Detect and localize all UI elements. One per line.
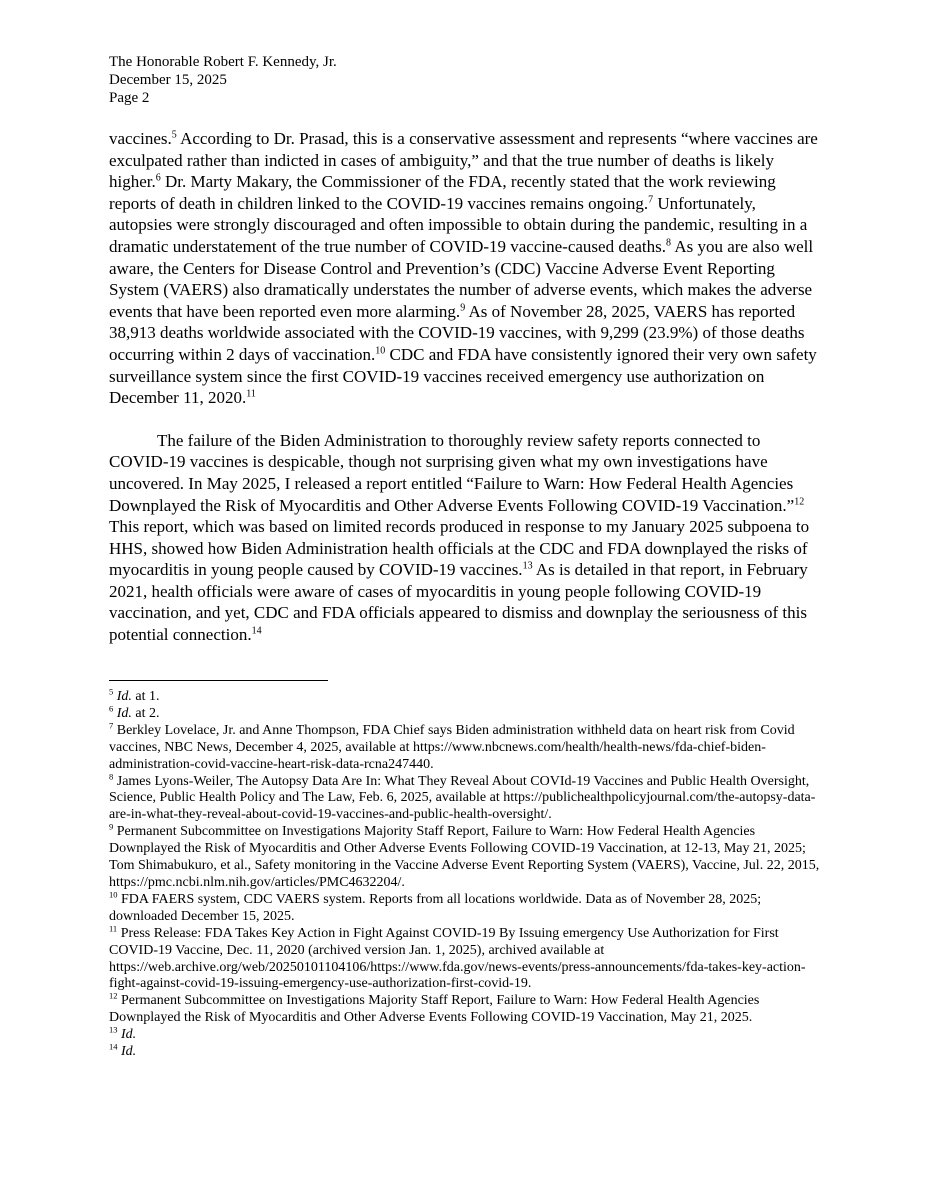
footnote-number: 8 <box>109 770 114 781</box>
text-run: at 2. <box>131 705 160 721</box>
text-run: As is detailed in that report, in February 2021, health officials were aware of cases of myocarditis in young people following COVID-19 vaccination, and yet, CDC and FDA officials appeared to dismiss and downplay the seriousness of this potential connection. <box>109 560 808 645</box>
text-run: James Lyons-Weiler, The Autopsy Data Are In: What They Reveal About COVId-19 Vaccines and Public Health Oversight, Science, Public Health Policy and The Law, Feb. 6, 2025, available at https://publichealthpolicyjournal.com/the-autopsy-data-are-in-what-they-reveal-about-covid-19-vaccines-and-public-health-oversight/. <box>109 773 816 823</box>
text-run: As you are also well aware, the Centers for Disease Control and Prevention’s (CDC) Vaccine Adverse Event Reporting System (VAERS) also dramatically understates the number of adverse events, which makes the adverse events that have been reported even more alarming. <box>109 236 814 321</box>
letter-header <box>109 53 337 107</box>
footnote-ref: 12 <box>794 495 805 507</box>
text-run: Dr. Marty Makary, the Commissioner of the FDA, recently stated that the work reviewing reports of death in children linked to the COVID-19 vaccines remains ongoing. <box>109 172 776 213</box>
footnote-number: 5 <box>109 686 114 697</box>
footnote <box>109 821 821 892</box>
citation-italic: Id. <box>121 1044 137 1060</box>
footnote-ref: 10 <box>375 345 386 357</box>
text-run: The failure of the Biden Administration to thoroughly review safety reports connected to COVID-19 vaccines is despicable, though not surprising given what my own investigations have uncovered. In May 2025, I released a report entitled “Failure to Warn: How Federal Health Agencies Downplayed the Risk of Myocarditis and Other Adverse Events Following COVID-19 Vaccination.” <box>109 430 795 515</box>
text-run: FDA FAERS system, CDC VAERS system. Reports from all locations worldwide. Data as of November 28, 2025; downloaded December 15, 2025. <box>109 891 762 924</box>
footnote-number: 13 <box>109 1024 118 1035</box>
footnote <box>109 1041 821 1061</box>
citation-italic: Id. <box>121 1027 137 1043</box>
footnote-ref: 7 <box>648 194 654 206</box>
footnote <box>109 923 821 994</box>
text-run: CDC and FDA have consistently ignored their very own safety surveillance system since the first COVID-19 vaccines received emergency use authorization on December 11, 2020. <box>109 344 817 408</box>
footnote <box>109 889 821 926</box>
page-number: Page 2 <box>109 90 150 106</box>
footnote-ref: 11 <box>246 388 256 400</box>
footnote-ref: 8 <box>666 237 672 249</box>
footnote-number: 12 <box>109 990 118 1001</box>
citation-italic: Id. <box>116 689 132 704</box>
body-paragraph <box>109 128 819 409</box>
footnote <box>109 703 821 723</box>
body-paragraph <box>109 430 819 646</box>
text-run: Berkley Lovelace, Jr. and Anne Thompson, FDA Chief says Biden administration withheld data on heart risk from Covid vaccines, NBC News, December 4, 2025, available at https://www.nbcnews.com/health/health-news/fda-chief-biden-administration-covid-vaccine-heart-risk-data-rcna247440. <box>109 722 795 772</box>
footnote-number: 9 <box>109 821 114 832</box>
footnote <box>109 770 821 825</box>
footnote-ref: 13 <box>522 560 533 572</box>
text-run: Press Release: FDA Takes Key Action in Fight Against COVID-19 By Issuing emergency Use Authorization for First COVID-19 Vaccine, Dec. 11, 2020 (archived version Jan. 1, 2025), archived available at https://web.archive.org/web/20250101104106/https://www.fda.gov/news-events/press-announcements/fda-takes-key-action-fight-against-covid-19-issuing-emergency-use-authorization-first-covid-19. <box>109 925 806 992</box>
footnote-number: 6 <box>109 703 114 714</box>
footnote <box>109 990 821 1027</box>
footnote-ref: 14 <box>251 625 262 637</box>
footnote-number: 7 <box>109 720 114 731</box>
footnote-ref: 9 <box>460 302 466 314</box>
footnote-separator <box>109 680 328 681</box>
letter-body <box>109 128 819 646</box>
text-run: Permanent Subcommittee on Investigations Majority Staff Report, Failure to Warn: How Federal Health Agencies Downplayed the Risk of Myocarditis and Other Adverse Events Following COVID-19 Vaccination, May 21, 2025. <box>109 993 760 1026</box>
text-run: This report, which was based on limited records produced in response to my January 2025 subpoena to HHS, showed how Biden Administration health officials at the CDC and FDA downplayed the risks of myocarditis in young people caused by COVID-19 vaccines. <box>109 517 810 580</box>
footnote-number: 11 <box>109 923 118 934</box>
text-run: Unfortunately, autopsies were strongly discouraged and often impossible to obtain during the pandemic, resulting in a dramatic understatement of the true number of COVID-19 vaccine-caused deaths. <box>109 193 808 256</box>
footnote-ref: 5 <box>171 129 177 141</box>
addressee: The Honorable Robert F. Kennedy, Jr. <box>109 54 337 70</box>
text-run: According to Dr. Prasad, this is a conservative assessment and represents “where vaccines are exculpated rather than indicted in cases of ambiguity,” and that the true number of deaths is likely higher. <box>109 129 818 192</box>
text-run: Permanent Subcommittee on Investigations Majority Staff Report, Failure to Warn: How Federal Health Agencies Downplayed the Risk of Myocarditis and Other Adverse Events Following COVID-19 Vaccination, at 12-13, May 21, 2025; Tom Shimabukuro, et al., Safety monitoring in the Vaccine Adverse Event Reporting System (VAERS), Vaccine, Jul. 22, 2015, https://pmc.ncbi.nlm.nih.gov/articles/PMC4632204/. <box>109 824 820 890</box>
footnotes <box>109 686 821 1061</box>
text-run: vaccines. <box>109 129 172 148</box>
footnote-ref: 6 <box>155 172 161 184</box>
footnote-number: 10 <box>109 889 118 900</box>
text-run: at 1. <box>131 689 160 704</box>
footnote <box>109 1024 821 1044</box>
citation-italic: Id. <box>116 705 132 721</box>
footnote-number: 14 <box>109 1041 118 1052</box>
footnote <box>109 720 821 774</box>
text-run: As of November 28, 2025, VAERS has reported 38,913 deaths worldwide associated with the COVID-19 vaccines, with 9,299 (23.9%) of those deaths occurring within 2 days of vaccination. <box>109 301 805 364</box>
letter-date: December 15, 2025 <box>109 72 227 88</box>
footnote <box>109 686 821 706</box>
